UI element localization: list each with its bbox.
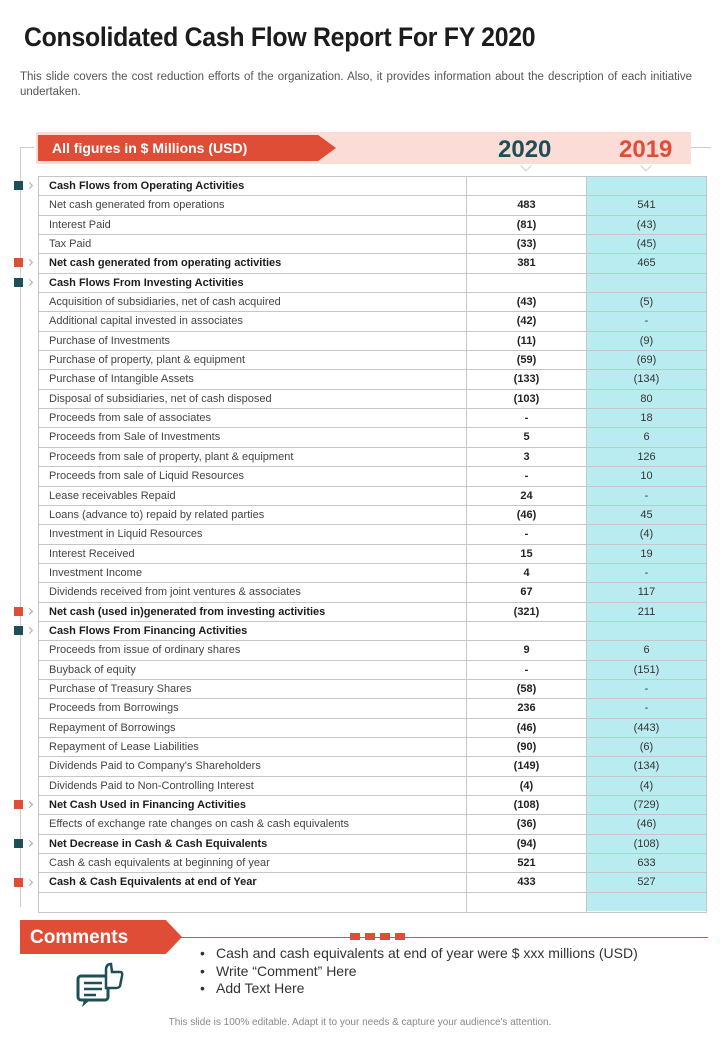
- table-row: [39, 506, 706, 525]
- chevron-right-icon: [26, 279, 33, 286]
- table-row: [39, 835, 706, 854]
- value-2019: 19: [640, 547, 653, 560]
- value-2020: 3: [467, 448, 587, 466]
- row-marker-square: [14, 181, 23, 190]
- value-2020: [467, 622, 587, 640]
- row-label: Proceeds from sale of property, plant & equipment: [39, 448, 467, 466]
- table-row: [39, 622, 706, 641]
- table-row: [39, 351, 706, 370]
- table-row: [39, 873, 706, 892]
- row-label: Cash & cash equivalents at beginning of year: [39, 854, 467, 872]
- row-marker-square: [14, 626, 23, 635]
- value-2020: 433: [467, 873, 587, 891]
- row-label: Dividends received from joint ventures & associates: [39, 583, 467, 601]
- value-2019: [587, 177, 706, 195]
- value-2020: (81): [467, 216, 587, 234]
- table-row: [39, 312, 706, 331]
- chevron-right-icon: [26, 627, 33, 634]
- value-2019: (69): [636, 354, 657, 367]
- value-2020: -: [467, 409, 587, 427]
- table-row: [39, 738, 706, 757]
- row-label: Proceeds from sale of Liquid Resources: [39, 467, 467, 485]
- row-label: Acquisition of subsidiaries, net of cash acquired: [39, 293, 467, 311]
- table-row: [39, 254, 706, 273]
- value-2020: [467, 177, 587, 195]
- value-2020: 24: [467, 487, 587, 505]
- row-label: Net cash (used in)generated from investing activities: [39, 603, 467, 621]
- value-2020: (11): [467, 332, 587, 350]
- value-2020: (59): [467, 351, 587, 369]
- table-row: [39, 603, 706, 622]
- row-label: Proceeds from sale of associates: [39, 409, 467, 427]
- value-2019: 633: [637, 857, 656, 870]
- row-label: Proceeds from issue of ordinary shares: [39, 641, 467, 659]
- value-2019: 80: [640, 392, 653, 405]
- row-label: Purchase of Investments: [39, 332, 467, 350]
- value-2019: -: [644, 489, 649, 502]
- value-2019: (4): [639, 528, 654, 541]
- table-row: [39, 564, 706, 583]
- table-row: [39, 680, 706, 699]
- value-2020: (33): [467, 235, 587, 253]
- footer-note: This slide is 100% editable. Adapt it to your needs & capture your audience's attention.: [168, 1017, 552, 1028]
- row-label: Dividends Paid to Non-Controlling Interest: [39, 777, 467, 795]
- table-row: [39, 370, 706, 389]
- value-2020: -: [467, 661, 587, 679]
- table-row: [39, 777, 706, 796]
- row-label: Net Decrease in Cash & Cash Equivalents: [39, 835, 467, 853]
- table-row: [39, 796, 706, 815]
- row-label: Dividends Paid to Company's Shareholders: [39, 757, 467, 775]
- table-row: [39, 757, 706, 776]
- value-2019: -: [644, 682, 649, 695]
- value-2019: [587, 893, 706, 912]
- value-2019: 10: [640, 470, 653, 483]
- value-2019: (134): [633, 760, 660, 773]
- chevron-right-icon: [26, 182, 33, 189]
- value-2020: 236: [467, 699, 587, 717]
- table-row: [39, 448, 706, 467]
- row-label: Cash Flows From Financing Activities: [39, 622, 467, 640]
- row-label: Effects of exchange rate changes on cash & cash equivalents: [39, 815, 467, 833]
- value-2019: (134): [633, 373, 660, 386]
- value-2020: 483: [467, 196, 587, 214]
- value-2020: 4: [467, 564, 587, 582]
- value-2019: -: [644, 566, 649, 579]
- row-label: Investment Income: [39, 564, 467, 582]
- row-marker-square: [14, 258, 23, 267]
- table-row: [39, 409, 706, 428]
- value-2019: 465: [637, 257, 656, 270]
- row-label: [39, 893, 467, 912]
- row-label: Cash Flows from Operating Activities: [39, 177, 467, 195]
- value-2019: (45): [636, 238, 657, 251]
- value-2020: (36): [467, 815, 587, 833]
- value-2020: 521: [467, 854, 587, 872]
- row-label: Interest Paid: [39, 216, 467, 234]
- value-2019: (5): [639, 296, 654, 309]
- year-2020-heading: 2020: [498, 136, 552, 163]
- row-label: Loans (advance to) repaid by related parties: [39, 506, 467, 524]
- value-2019: 541: [637, 199, 656, 212]
- table-row: [39, 699, 706, 718]
- chevron-right-icon: [26, 608, 33, 615]
- row-marker-square: [14, 607, 23, 616]
- value-2020: -: [467, 525, 587, 543]
- row-label: Buyback of equity: [39, 661, 467, 679]
- comment-item: • Cash and cash equivalents at end of year were $ xxx millions (USD): [200, 945, 638, 963]
- value-2019: (6): [639, 740, 654, 753]
- table-row: [39, 893, 706, 912]
- comments-list: [200, 945, 638, 998]
- row-marker-square: [14, 839, 23, 848]
- table-row: [39, 815, 706, 834]
- value-2019: (108): [633, 837, 660, 850]
- decorative-dots: [350, 933, 405, 940]
- row-label: Tax Paid: [39, 235, 467, 253]
- row-label: Investment in Liquid Resources: [39, 525, 467, 543]
- value-2019: -: [644, 315, 649, 328]
- value-2019: (729): [633, 799, 660, 811]
- value-2020: 67: [467, 583, 587, 601]
- row-label: Proceeds from Borrowings: [39, 699, 467, 717]
- table-row: [39, 641, 706, 660]
- table-row: [39, 487, 706, 506]
- connector-line-right: [691, 147, 711, 148]
- row-label: Proceeds from Sale of Investments: [39, 428, 467, 446]
- page-subtitle: This slide covers the cost reduction efforts of the organization. Also, it provides information about the description of each initiative undertaken.: [20, 71, 692, 98]
- value-2019: (4): [639, 779, 654, 792]
- value-2019: (46): [636, 818, 657, 831]
- table-row: [39, 196, 706, 215]
- value-2020: (58): [467, 680, 587, 698]
- value-2019: 527: [637, 876, 656, 889]
- row-label: Net Cash Used in Financing Activities: [39, 796, 467, 814]
- comment-item: • Add Text Here: [200, 980, 638, 998]
- table-row: [39, 525, 706, 544]
- value-2020: 15: [467, 545, 587, 563]
- value-2019: 6: [643, 431, 650, 444]
- row-marker-square: [14, 278, 23, 287]
- value-2020: (149): [467, 757, 587, 775]
- table-row: [39, 545, 706, 564]
- value-2019: -: [644, 702, 649, 715]
- row-label: Interest Received: [39, 545, 467, 563]
- row-label: Net cash generated from operating activities: [39, 254, 467, 272]
- value-2019: 6: [643, 644, 650, 657]
- value-2019: [587, 274, 706, 292]
- table-row: [39, 332, 706, 351]
- value-2019: 126: [637, 450, 656, 463]
- value-2019: (443): [633, 721, 660, 734]
- units-label: All figures in $ Millions (USD): [52, 140, 248, 156]
- table-row: [39, 216, 706, 235]
- value-2019: (9): [639, 334, 654, 347]
- table-row: [39, 661, 706, 680]
- value-2019: 45: [640, 508, 653, 521]
- value-2020: (4): [467, 777, 587, 795]
- table-row: [39, 719, 706, 738]
- table-row: [39, 274, 706, 293]
- row-label: Disposal of subsidiaries, net of cash disposed: [39, 390, 467, 408]
- year-2019-heading: 2019: [619, 136, 673, 163]
- row-label: Purchase of Treasury Shares: [39, 680, 467, 698]
- chat-like-icon: [76, 962, 124, 1013]
- row-marker-square: [14, 800, 23, 809]
- value-2019: (43): [636, 218, 657, 231]
- value-2020: (103): [467, 390, 587, 408]
- value-2020: (43): [467, 293, 587, 311]
- value-2020: 381: [467, 254, 587, 272]
- value-2019: [587, 622, 706, 640]
- table-row: [39, 583, 706, 602]
- row-marker-square: [14, 878, 23, 887]
- connector-line: [20, 147, 34, 148]
- row-label: Purchase of Intangible Assets: [39, 370, 467, 388]
- value-2020: (46): [467, 719, 587, 737]
- value-2020: -: [467, 467, 587, 485]
- value-2020: 9: [467, 641, 587, 659]
- value-2020: (94): [467, 835, 587, 853]
- value-2019: 18: [640, 412, 653, 425]
- row-label: Cash Flows From Investing Activities: [39, 274, 467, 292]
- row-label: Net cash generated from operations: [39, 196, 467, 214]
- value-2020: [467, 274, 587, 292]
- comment-item: • Write “Comment” Here: [200, 963, 638, 981]
- table-row: [39, 854, 706, 873]
- table-row: [39, 390, 706, 409]
- value-2019: 117: [637, 586, 656, 599]
- row-label: Cash & Cash Equivalents at end of Year: [39, 873, 467, 891]
- value-2020: 5: [467, 428, 587, 446]
- value-2020: (90): [467, 738, 587, 756]
- row-label: Repayment of Borrowings: [39, 719, 467, 737]
- value-2020: (46): [467, 506, 587, 524]
- chevron-right-icon: [26, 840, 33, 847]
- row-label: Lease receivables Repaid: [39, 487, 467, 505]
- chevron-right-icon: [26, 879, 33, 886]
- row-label: Purchase of property, plant & equipment: [39, 351, 467, 369]
- table-row: [39, 293, 706, 312]
- table-row: [39, 467, 706, 486]
- cash-flow-table: [38, 176, 707, 913]
- row-label: Additional capital invested in associates: [39, 312, 467, 330]
- chevron-right-icon: [26, 801, 33, 808]
- value-2020: [467, 893, 587, 912]
- value-2019: (151): [633, 663, 660, 676]
- value-2020: (321): [467, 603, 587, 621]
- row-label: Repayment of Lease Liabilities: [39, 738, 467, 756]
- chevron-right-icon: [26, 259, 33, 266]
- table-row: [39, 235, 706, 254]
- value-2020: (108): [467, 796, 587, 814]
- value-2019: 211: [637, 605, 656, 618]
- value-2020: (133): [467, 370, 587, 388]
- comments-heading: Comments: [30, 927, 129, 948]
- table-row: [39, 177, 706, 196]
- table-row: [39, 428, 706, 447]
- value-2020: (42): [467, 312, 587, 330]
- page-title: Consolidated Cash Flow Report For FY 2020: [24, 22, 536, 52]
